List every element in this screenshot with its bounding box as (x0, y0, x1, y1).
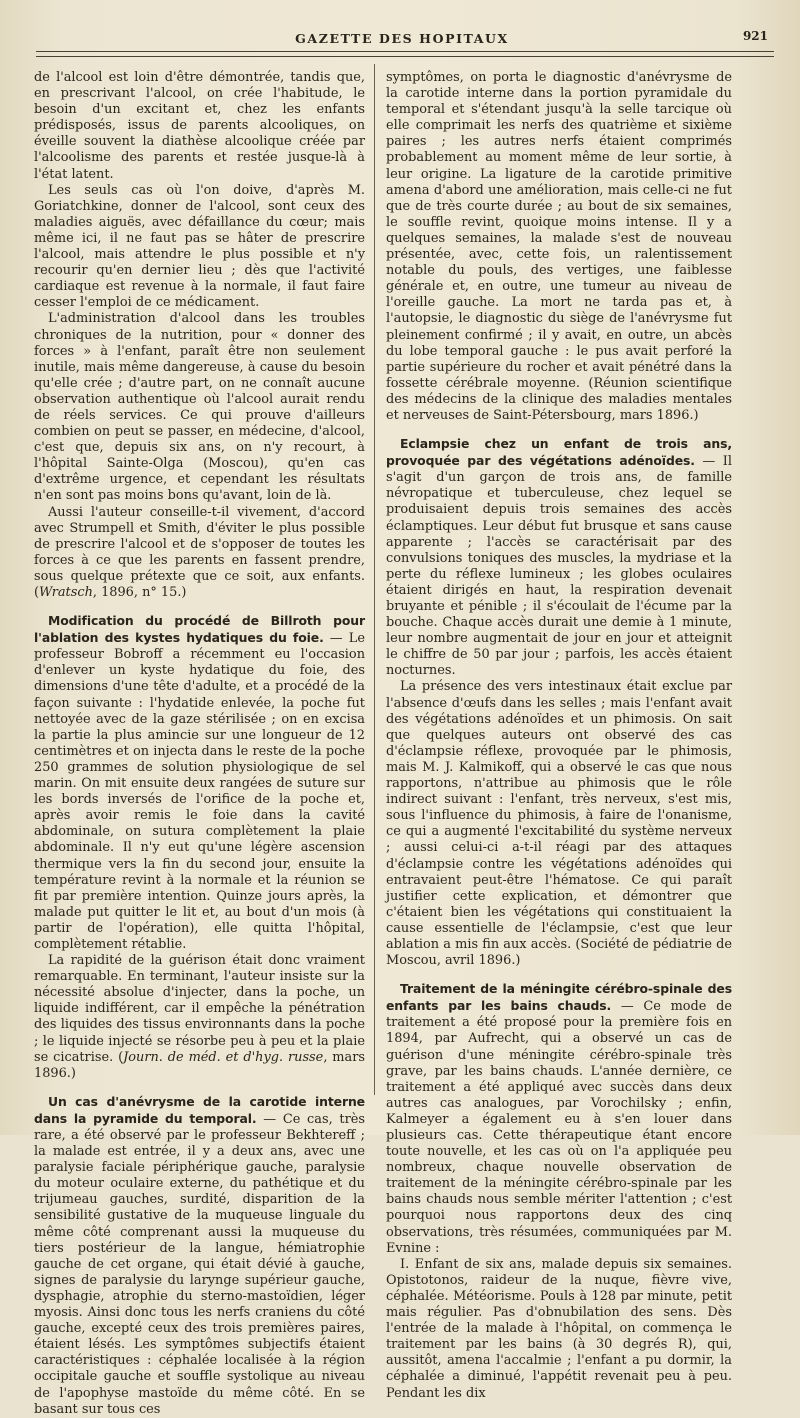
citation-source: Journ. de méd. et d'hyg. russe (123, 1049, 324, 1065)
right-column (386, 70, 732, 1401)
header-rule-thin (36, 56, 774, 57)
paragraph: L'administration d'alcool dans les troubles chroniques de la nutrition, pour « donner des forces » à l'enfant, paraît être non seulement inutile, mais même dangereuse, à cause du besoin qu'elle crée ; d'autre part, on ne connaît aucune observation authentique où l'alcool aurait rendu de réels services. Ce qui prouve d'ailleurs combien on peut se passer, en médecine, d'alcool, c'est que, depuis six ans, on n'y recourt, à l'hôpital Sainte-Olga (Moscou), qu'en cas d'extrême urgence, et cependant les résultats n'en sont pas moins bons qu'avant, loin de là. (34, 311, 365, 504)
paragraph-text: — Le professeur Bobroff a récemment eu l'occasion d'enlever un kyste hydatique du foie, des dimensions d'une tête d'adulte, et a procédé de la façon suivante : l'hydatide enlevée, la poche fut nettoyée avec de la gaze stérilisée ; on en excisa la partie la plus amincie sur une longueur de 12 centimètres et on injecta dans le reste de la poche 250 grammes de solution physiologique de sel marin. On mit ensuite deux rangées de suture sur les bords inversés de l'orifice de la poche et, après avoir remis le foie dans la cavité abdominale, on sutura complètement la plaie abdominale. Il n'y eut qu'une légère ascension thermique vers la fin du second jour, ensuite la température revint à la normale et la réunion se fit par première intention. Quinze jours après, la malade put quitter le lit et, au bout d'un mois (à partir de l'opération), elle quitta l'hôpital, complètement rétablie. (34, 631, 365, 952)
citation-tail: , 1896, n° 15.) (92, 585, 187, 600)
article-eclampsie (386, 436, 732, 679)
paragraph-text: La rapidité de la guérison était donc vraiment remarquable. En terminant, l'auteur insiste sur la nécessité absolue d'injecter, dans la poche, un liquide indifférent, car il empêche la pénétration des liquides des tissus environnants dans la poche ; le liquide injecté se résorbe peu à peu et la plaie se cicatrise. ( (34, 953, 365, 1065)
paragraph: La présence des vers intestinaux était exclue par l'absence d'œufs dans les selles ; mais l'enfant avait des végétations adénoïdes et un phimosis. On sait que quelques auteurs ont observé des cas d'éclampsie réflexe, provoquée par le phimosis, mais M. J. Kalmikoff, qui a observé le cas que nous rapportons, n'attribue au phimosis que le rôle indirect suivant : l'enfant, très nerveux, s'est mis, sous l'influence du phimosis, à faire de l'onanisme, ce qui a augmenté l'excitabilité du système nerveux ; aussi celui-ci a-t-il réagi par des attaques d'éclampsie contre les végétations adénoïdes qui entravaient peut-être l'hématose. Ce qui paraît justifier cette explication, et démontrer que c'étaient bien les végétations qui constituaient la cause essentielle de l'éclampsie, c'est que leur ablation a mis fin aux accès. (Société de pédiatrie de Moscou, avril 1896.) (386, 679, 732, 969)
paragraph (34, 953, 365, 1082)
paragraph-text: — Il s'agit d'un garçon de trois ans, de famille névropatique et tuberculeuse, chez lequel se produisaient depuis trois semaines des accès éclamptiques. Leur début fut brusque et sans cause apparente ; l'accès se caractérisait par des convulsions toniques des muscles, la mydriase et la perte du réflexe lumineux ; les globes oculaires étaient dirigés en haut, la respiration devenait bruyante et pénible ; il s'écoulait de l'écume par la bouche. Chaque accès durait une demie à 1 minute, leur nombre augmentait de jour en jour et atteignit le chiffre de 50 par jour ; parfois, les accès étaient nocturnes. (386, 454, 732, 679)
paragraph: Les seuls cas où l'on doive, d'après M. Goriatchkine, donner de l'alcool, sont ceux des maladies aiguës, avec défaillance du cœur; mais même ici, il ne faut pas se hâter de prescrire l'alcool, mais attendre le plus possible et n'y recourir qu'en dernier lieu ; dès que l'activité cardiaque est revenue à la normale, il faut faire cesser l'emploi de ce médicament. (34, 182, 365, 311)
paragraph-text: — Ce mode de traitement a été proposé pour la première fois en 1894, par Aufrecht, qui a observé un cas de guérison d'une méningite cérébro-spinale très grave, par les bains chauds. L'année dernière, ce traitement a été appliqué avec succès dans deux autres cas analogues, par Vorochilsky ; enfin, Kalmeyer a également eu à s'en louer dans plusieurs cas. Cette thérapeutique étant encore toute nouvelle, et les cas où on l'a appliquée peu nombreux, chaque nouvelle observation de traitement de la méningite cérébro-spinale par les bains chauds nous semble mériter l'attention ; c'est pourquoi nous rapportons deux des cinq observations, très résumées, communiquées par M. Evnine : (386, 999, 732, 1256)
paragraph: I. Enfant de six ans, malade depuis six semaines. Opistotonos, raideur de la nuque, fièvre vive, céphalée. Météorisme. Pouls à 128 par minute, petit mais régulier. Pas d'obnubilation des sens. Dès l'entrée de la malade à l'hôpital, on commença le traitement par les bains (à 30 degrés R), qui, aussitôt, amena l'accalmie ; l'enfant a pu dormir, la céphalée a diminué, l'appétit revenait peu à peu. Pendant les dix (386, 1256, 732, 1401)
article-anevrysme (34, 1094, 365, 1418)
section-gap (34, 601, 365, 613)
paragraph: symptômes, on porta le diagnostic d'anévrysme de la carotide interne dans la portion pyramidale du temporal et s'étendant jusqu'à la selle tarcique où elle comprimait les nerfs des quatrième et sixième paires ; les autres nerfs étaient comprimés probablement au moment même de leur sortie, à leur origine. La ligature de la carotide primitive amena d'abord une amélioration, mais celle-ci ne fut que de très courte durée ; au bout de six semaines, le souffle revint, quoique moins intense. Il y a quelques semaines, la malade s'est de nouveau présentée, avec, cette fois, un ralentissement notable du pouls, des vertiges, une faiblesse générale et, en outre, une tumeur au niveau de l'oreille gauche. La mort ne tarda pas et, à l'autopsie, le diagnostic du siège de l'anévrysme fut pleinement confirmé ; il y avait, en outre, un abcès du lobe temporal gauche : le pus avait perforé la partie supérieure du rocher et avait pénétré dans la fossette cérébrale moyenne. (Réunion scientifique des médecins de la clinique des maladies mentales et nerveuses de Saint-Pétersbourg, mars 1896.) (386, 70, 732, 423)
page-number: 921 (742, 29, 768, 43)
article-heading: Traitement de la méningite cérébro-spinale des enfants par les bains chauds. (386, 981, 732, 1014)
section-gap (386, 424, 732, 436)
section-gap (34, 1082, 365, 1094)
page-header (34, 28, 770, 50)
paragraph-text: — Ce cas, très rare, a été observé par le professeur Bekhtereff ; la malade est entrée, il y a deux ans, avec une paralysie faciale périphérique gauche, paralysie du moteur oculaire externe, du pathétique et du trijumeau gauches, surdité, disparition de la sensibilité gustative de la muqueuse linguale du même côté comprenant aussi la muqueuse du tiers postérieur de la langue, hémiatrophie gauche de cet organe, qui était dévié à gauche, signes de paralysie du larynge supérieur gauche, dysphagie, atrophie du sterno-mastoïdien, léger myosis. Ainsi donc tous les nerfs craniens du côté gauche, excepté ceux des trois premières paires, étaient lésés. Les symptômes subjectifs étaient caractéristiques : céphalée localisée à la région occipitale gauche et souffle systolique au niveau de l'apophyse mastoïde du même côté. En se basant sur tous ces (34, 1111, 365, 1417)
article-meningite (386, 981, 732, 1257)
article-billroth (34, 613, 365, 953)
journal-title: GAZETTE DES HOPITAUX (295, 31, 509, 46)
article-heading: Eclampsie chez un enfant de trois ans, provoquée par des végétations adénoïdes. (386, 436, 732, 469)
paragraph (34, 505, 365, 602)
article-heading: Un cas d'anévrysme de la carotide interne dans la pyramide du temporal. (34, 1093, 365, 1126)
paragraph-text: Aussi l'auteur conseille-t-il vivement, d'accord avec Strumpell et Smith, d'éviter le plus possible de prescrire l'alcool et de s'opposer de toutes les forces à ce que les parents en fassent prendre, sous quelque prétexte que ce soit, aux enfants. ( (34, 504, 365, 600)
column-divider (374, 64, 375, 1095)
article-heading: Modification du procédé de Billroth pour l'ablation des kystes hydatiques du foie. (34, 613, 365, 646)
paragraph: de l'alcool est loin d'être démontrée, tandis que, en prescrivant l'alcool, on crée l'habitude, le besoin d'un excitant et, chez les enfants prédisposés, issus de parents alcooliques, on éveille souvent la diathèse alcoolique créée par l'alcoolisme des parents et restée jusque-là à l'état latent. (34, 70, 365, 182)
header-rule-thick (36, 51, 774, 52)
left-column (34, 70, 365, 1417)
section-gap (386, 969, 732, 981)
citation-source: Wratsch (39, 585, 93, 600)
citation-tail: , mars 1896.) (34, 1049, 365, 1081)
